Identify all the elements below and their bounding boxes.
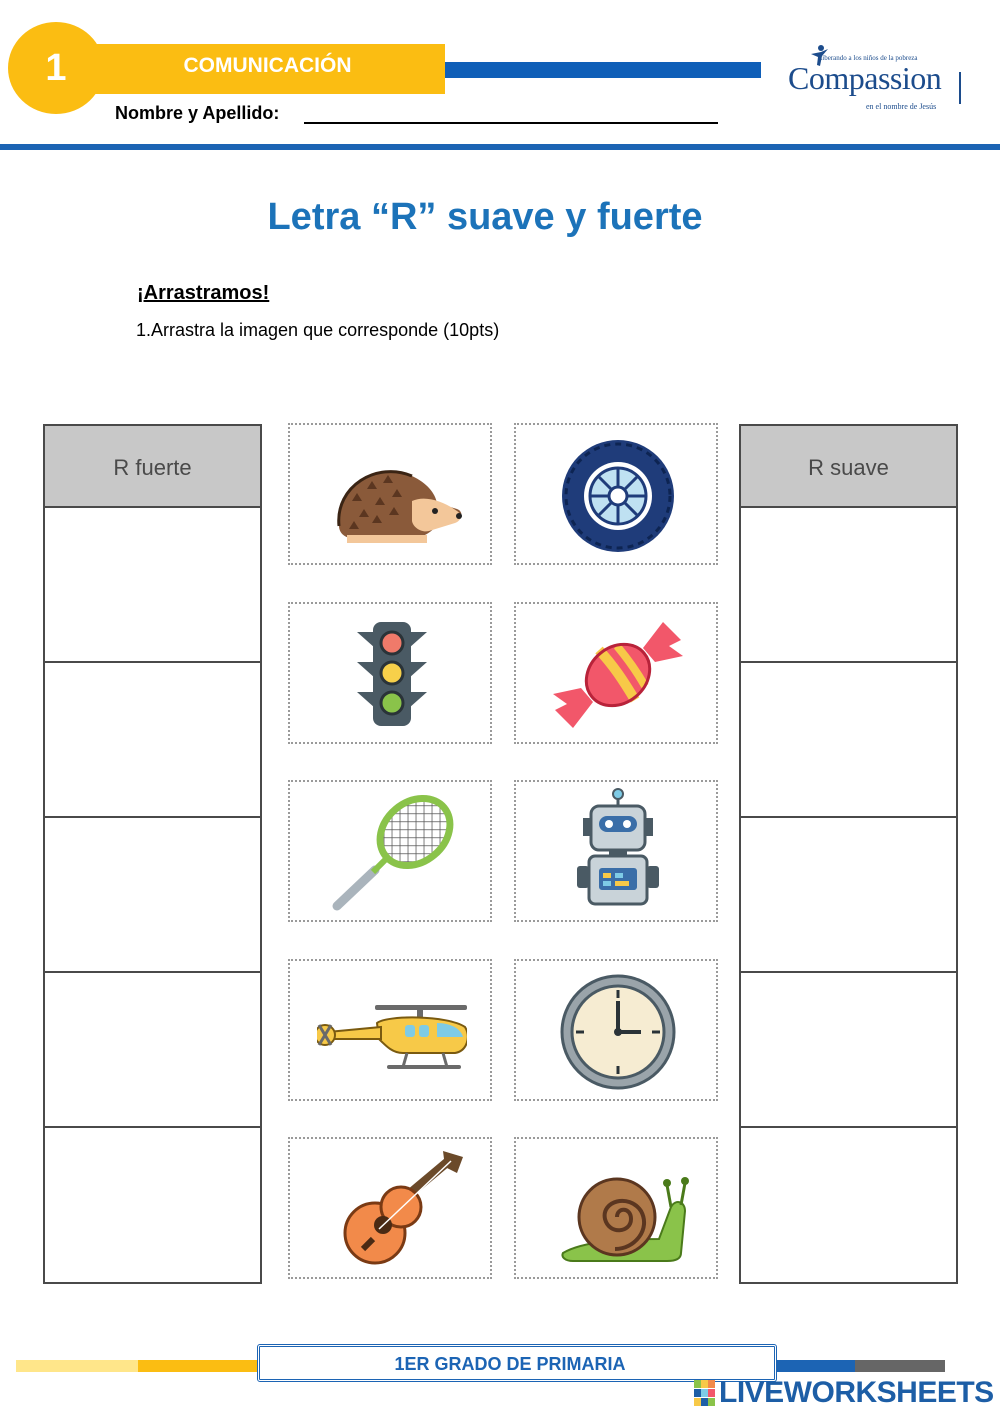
footer-bar-yellow <box>138 1360 260 1372</box>
r-suave-drop-slot-2[interactable] <box>741 663 956 818</box>
r-fuerte-drop-slot-5[interactable] <box>45 1128 260 1283</box>
activity-instruction: 1.Arrastra la imagen que corresponde (10pts) <box>136 320 500 340</box>
footer-bar-grey <box>855 1360 945 1372</box>
r-fuerte-drop-slot-2[interactable] <box>45 663 260 818</box>
r-fuerte-drop-slot-1[interactable] <box>45 508 260 663</box>
r-fuerte-drop-slot-4[interactable] <box>45 973 260 1128</box>
drag-card-traffic-light[interactable] <box>288 602 492 744</box>
footer-bar-blue <box>772 1360 855 1372</box>
header-divider <box>0 144 1000 150</box>
r-fuerte-column <box>43 424 262 1284</box>
drag-card-helicopter[interactable] <box>288 959 492 1101</box>
drag-card-candy[interactable] <box>514 602 718 744</box>
drag-card-guitar[interactable] <box>288 1137 492 1279</box>
clock-icon <box>543 967 693 1097</box>
traffic-light-icon <box>317 610 467 740</box>
candy-icon <box>543 610 693 740</box>
compassion-logo <box>778 44 968 116</box>
guitar-icon <box>317 1145 467 1275</box>
drag-card-hedgehog[interactable] <box>288 423 492 565</box>
logo-tagline-bottom: en el nombre de Jesús <box>866 102 937 111</box>
liveworksheets-wordmark: LIVEWORKSHEETS <box>719 1376 994 1409</box>
logo-wordmark: Compassion <box>788 60 942 96</box>
hedgehog-icon <box>317 431 467 561</box>
drag-card-clock[interactable] <box>514 959 718 1101</box>
activity-heading: ¡Arrastramos! <box>137 282 270 304</box>
r-suave-drop-slot-4[interactable] <box>741 973 956 1128</box>
liveworksheets-brand[interactable] <box>694 1374 994 1410</box>
r-suave-drop-slot-1[interactable] <box>741 508 956 663</box>
drag-card-tennis-racket[interactable] <box>288 780 492 922</box>
r-suave-drop-slot-3[interactable] <box>741 818 956 973</box>
helicopter-icon <box>317 967 467 1097</box>
tennis-racket-icon <box>317 788 467 918</box>
tire-icon <box>543 431 693 561</box>
subject-banner <box>90 44 445 94</box>
r-fuerte-header: R fuerte <box>45 426 260 508</box>
drag-card-tire[interactable] <box>514 423 718 565</box>
name-label: Nombre y Apellido: <box>115 103 280 123</box>
r-suave-column <box>739 424 958 1284</box>
r-suave-header: R suave <box>741 426 956 508</box>
r-suave-drop-slot-5[interactable] <box>741 1128 956 1283</box>
logo-divider <box>959 72 961 104</box>
subject-title: COMUNICACIÓN <box>183 54 352 77</box>
footer-bar-light-yellow <box>16 1360 138 1372</box>
robot-icon <box>543 788 693 918</box>
grade-label: 1ER GRADO DE PRIMARIA <box>394 1354 626 1374</box>
logo-tagline-top: Liberando a los niños de la pobreza <box>818 54 918 62</box>
snail-icon <box>543 1145 693 1275</box>
unit-number: 1 <box>45 47 67 89</box>
drag-card-snail[interactable] <box>514 1137 718 1279</box>
r-fuerte-drop-slot-3[interactable] <box>45 818 260 973</box>
subject-blue-bar <box>445 62 761 78</box>
name-input-line[interactable] <box>304 122 718 124</box>
liveworksheets-logo-icon <box>694 1380 716 1406</box>
drag-card-robot[interactable] <box>514 780 718 922</box>
worksheet-title: Letra “R” suave y fuerte <box>267 196 703 238</box>
